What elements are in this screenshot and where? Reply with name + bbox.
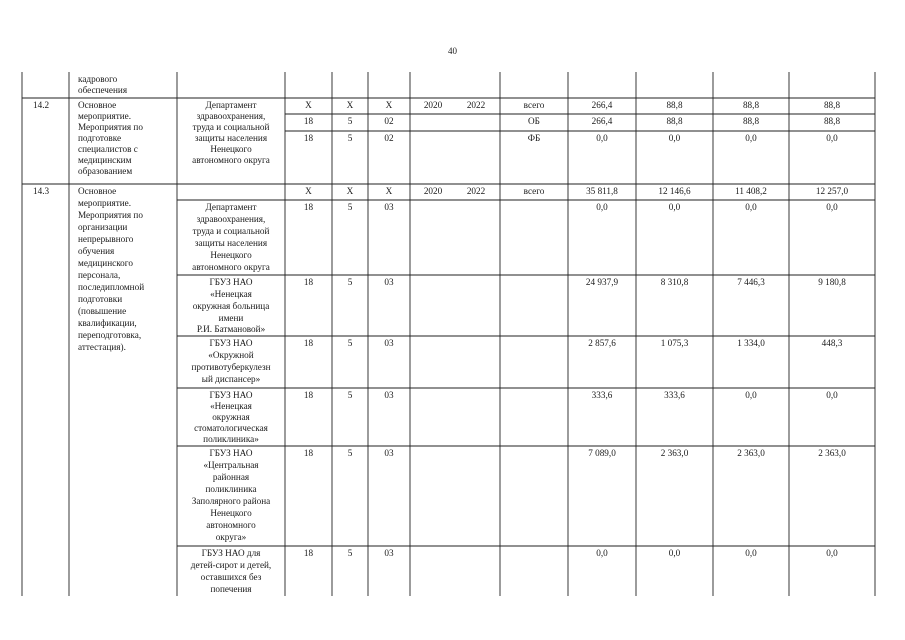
value-cell: 88,8 <box>666 116 683 126</box>
budget-code-cell: 18 <box>303 548 314 558</box>
executor-line: Департамент <box>205 100 257 110</box>
budget-code-cell: Х <box>385 186 393 196</box>
value-cell: 0,0 <box>668 133 681 143</box>
value-cell: 8 310,8 <box>660 277 689 287</box>
value-cell: 448,3 <box>821 338 843 348</box>
executor-line: ГБУЗ НАО <box>209 338 253 348</box>
executor-line: стоматологическая <box>194 423 268 433</box>
value-cell: 0,0 <box>668 548 681 558</box>
budget-code-cell: 18 <box>303 448 314 458</box>
executor-line: округа» <box>215 532 247 542</box>
budget-code-cell: 18 <box>303 338 314 348</box>
budget-code-cell: 5 <box>347 277 353 287</box>
budget-code-cell: 5 <box>347 338 353 348</box>
budget-code-cell: 18 <box>303 277 314 287</box>
value-cell: 9 180,8 <box>818 277 846 287</box>
executor-line: Департамент <box>205 202 257 212</box>
budget-code-cell: 02 <box>384 116 394 126</box>
executor-line: ГБУЗ НАО <box>209 390 253 400</box>
row-14-3-number: 14.3 <box>33 186 50 196</box>
budget-code-cell: Х <box>346 100 354 110</box>
value-cell: 333,6 <box>664 390 685 400</box>
source-cell: ФБ <box>527 133 541 143</box>
end-year-cell: 2022 <box>466 186 486 196</box>
value-cell: 2 857,6 <box>588 338 616 348</box>
executor-line: поликлиника» <box>203 434 259 444</box>
activity-line: медицинского <box>78 258 133 268</box>
budget-code-cell: 18 <box>303 116 314 126</box>
value-cell: 0,0 <box>596 548 608 558</box>
activity-line: мероприятие. <box>78 198 132 208</box>
value-cell: 88,8 <box>742 116 760 126</box>
budget-code-cell: Х <box>385 100 393 110</box>
executor-line: «Центральная <box>203 460 259 470</box>
activity-line: квалификации, <box>78 318 137 328</box>
value-cell: 0,0 <box>668 202 681 212</box>
source-cell: всего <box>523 100 545 110</box>
executor-line: автономного <box>206 520 256 530</box>
executor-line: ГБУЗ НАО <box>209 448 253 458</box>
activity-line: подготовки <box>78 294 123 304</box>
continuation-line-1: кадрового <box>78 74 118 84</box>
budget-code-cell: 5 <box>347 202 353 212</box>
value-cell: 1 334,0 <box>737 338 765 348</box>
budget-code-cell: 5 <box>347 448 353 458</box>
value-cell: 2 363,0 <box>660 448 689 458</box>
activity-line: Основное <box>78 100 117 110</box>
value-cell: 7 446,3 <box>737 277 765 287</box>
value-cell: 0,0 <box>826 202 838 212</box>
value-cell: 266,4 <box>591 100 613 110</box>
budget-code-cell: 18 <box>303 390 314 400</box>
activity-line: подготовке <box>78 133 122 143</box>
executor-line: ГБУЗ НАО <box>209 277 253 287</box>
value-cell: 24 937,9 <box>585 277 619 287</box>
executor-line: защиты населения <box>194 238 268 248</box>
value-cell: 12 257,0 <box>815 186 849 196</box>
value-cell: 0,0 <box>596 202 608 212</box>
value-cell: 35 811,8 <box>586 186 618 196</box>
executor-line: Ненецкого <box>210 508 252 518</box>
activity-line: Мероприятия по <box>78 122 143 132</box>
activity-line: медицинским <box>78 155 132 165</box>
value-cell: 2 363,0 <box>818 448 846 458</box>
activity-line: персонала, <box>78 270 121 280</box>
executor-line: труда и социальной <box>192 226 270 236</box>
executor-line: окружная <box>212 412 250 422</box>
budget-code-cell: 03 <box>384 338 394 348</box>
executor-line: защиты населения <box>194 133 268 143</box>
value-cell: 0,0 <box>596 133 608 143</box>
budget-code-cell: Х <box>346 186 354 196</box>
executor-line: Ненецкого <box>210 144 252 154</box>
executor-line: имени <box>218 313 244 323</box>
executor-line: поликлиника <box>205 484 257 494</box>
value-cell: 0,0 <box>745 133 757 143</box>
activity-line: переподготовка, <box>78 330 142 340</box>
value-cell: 88,8 <box>823 100 841 110</box>
value-cell: 0,0 <box>826 390 838 400</box>
executor-line: ГБУЗ НАО для <box>201 548 261 558</box>
budget-code-cell: Х <box>305 100 312 110</box>
start-year-cell: 2020 <box>423 100 443 110</box>
activity-line: мероприятие. <box>78 111 132 121</box>
activity-line: образованием <box>78 166 133 176</box>
budget-code-cell: 03 <box>384 202 394 212</box>
executor-line: автономного округа <box>192 262 270 272</box>
value-cell: 11 408,2 <box>735 186 767 196</box>
activity-line: последипломной <box>78 282 145 292</box>
budget-code-cell: 03 <box>384 548 394 558</box>
executor-line: противотуберкулезн <box>191 362 271 372</box>
value-cell: 0,0 <box>745 390 757 400</box>
source-cell: ОБ <box>528 116 540 126</box>
budget-code-cell: 5 <box>347 116 353 126</box>
activity-line: (повышение <box>78 306 127 316</box>
activity-line: непрерывного <box>78 234 134 244</box>
continuation-line-2: обеспечения <box>78 85 128 95</box>
value-cell: 0,0 <box>826 548 838 558</box>
value-cell: 1 075,3 <box>660 338 689 348</box>
activity-line: обучения <box>78 246 115 256</box>
budget-code-cell: 03 <box>384 390 394 400</box>
row-14-2-number: 14.2 <box>33 100 50 110</box>
page-number: 40 <box>448 46 457 56</box>
end-year-cell: 2022 <box>466 100 486 110</box>
activity-line: организации <box>78 222 128 232</box>
budget-code-cell: Х <box>305 186 312 196</box>
value-cell: 0,0 <box>826 133 838 143</box>
value-cell: 0,0 <box>745 548 757 558</box>
executor-line: здравоохранения, <box>196 111 266 121</box>
executor-line: автономного округа <box>192 155 270 165</box>
activity-line: аттестация). <box>78 342 126 352</box>
value-cell: 0,0 <box>745 202 757 212</box>
executor-line: «Окружной <box>208 350 254 360</box>
start-year-cell: 2020 <box>423 186 443 196</box>
budget-code-cell: 18 <box>303 202 314 212</box>
executor-line: «Ненецкая <box>210 401 252 411</box>
value-cell: 88,8 <box>666 100 683 110</box>
executor-line: Ненецкого <box>210 250 252 260</box>
value-cell: 333,6 <box>591 390 613 400</box>
executor-line: Р.И. Батмановой» <box>196 324 266 334</box>
executor-line: окружная больница <box>192 301 270 311</box>
value-cell: 12 146,6 <box>658 186 691 196</box>
executor-line: Заполярного района <box>191 496 271 506</box>
budget-code-cell: 03 <box>384 277 394 287</box>
executor-line: ый диспансер» <box>201 374 261 384</box>
value-cell: 2 363,0 <box>737 448 765 458</box>
budget-code-cell: 5 <box>347 548 353 558</box>
budget-code-cell: 03 <box>384 448 394 458</box>
budget-code-cell: 18 <box>303 133 314 143</box>
value-cell: 266,4 <box>591 116 613 126</box>
value-cell: 88,8 <box>742 100 760 110</box>
executor-line: «Ненецкая <box>210 289 252 299</box>
budget-code-cell: 5 <box>347 133 353 143</box>
budget-code-cell: 5 <box>347 390 353 400</box>
budget-code-cell: 02 <box>384 133 394 143</box>
executor-line: детей-сирот и детей, <box>190 560 272 570</box>
executor-line: попечения <box>210 584 252 594</box>
executor-line: районная <box>212 472 250 482</box>
activity-line: специалистов с <box>78 144 138 154</box>
value-cell: 7 089,0 <box>588 448 616 458</box>
executor-line: здравоохранения, <box>196 214 266 224</box>
source-cell: всего <box>523 186 545 196</box>
activity-line: Основное <box>78 186 117 196</box>
activity-line: Мероприятия по <box>78 210 143 220</box>
executor-line: труда и социальной <box>192 122 270 132</box>
value-cell: 88,8 <box>823 116 841 126</box>
executor-line: оставшихся без <box>200 572 262 582</box>
